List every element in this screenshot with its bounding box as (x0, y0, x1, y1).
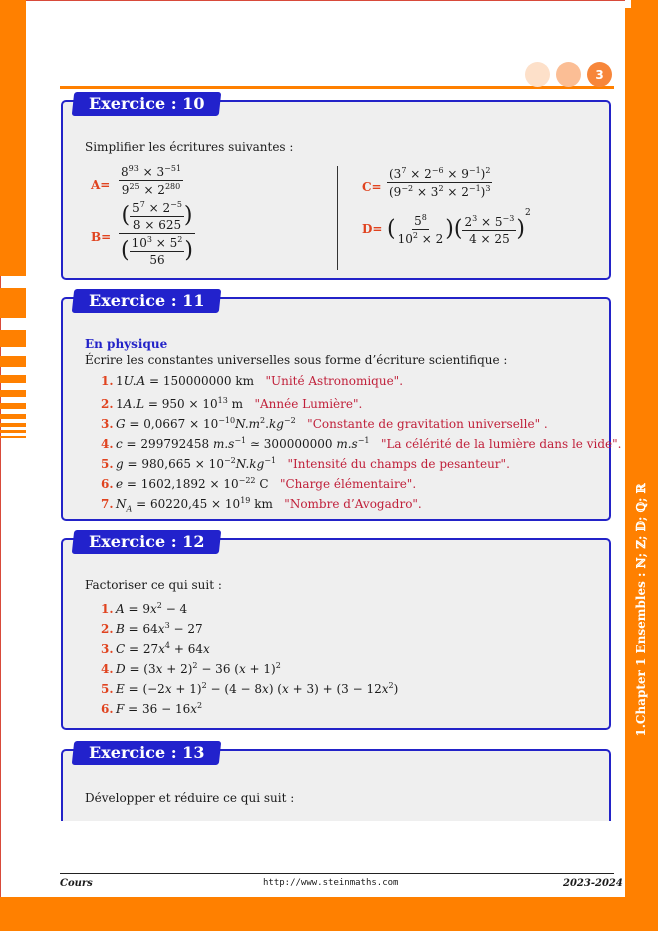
exercise-12-box (61, 532, 611, 730)
left-stripe (0, 414, 26, 419)
exercise-12-title: Exercice : 12 (72, 530, 222, 554)
list-item: 4. c = 299792458 $m.s^{-1}$ ≃ 300000000 $m.s^{-1}$ "La célérité de la lumière dans le vide". (101, 436, 622, 451)
list-item: 2. $1A.L = 950 \times 10^{13}$ m "Année Lumière". (101, 396, 363, 411)
column-divider (337, 166, 338, 270)
list-item: 5. $g = 980,665 \times 10^{-2}N.kg^{-1}$ "Intensité du champs de pesanteur". (101, 456, 510, 471)
left-stripe (0, 403, 26, 409)
footer-left: Cours (60, 878, 93, 889)
exercise-13-box (61, 743, 611, 821)
footer-year: 2023-2024 (563, 878, 623, 889)
list-item: 5. $E = (-2x + 1)^2 - (4 - 8x)$ $(x + 3) + (3 - 12x^2)$ (101, 681, 399, 696)
footer-url[interactable]: http://www.steinmaths.com (263, 878, 399, 888)
left-stripe (0, 390, 26, 397)
list-item: 6. $F = 36 - 16x^2$ (101, 701, 203, 716)
expression-b: ( $\frac{5^7 \times 2^{-5}}{8 \times 625}$ ) ( $\frac{10^3 \times 5^2}{56}$ ) (121, 200, 193, 267)
deco-circle (525, 62, 550, 87)
expression-c: $\frac{(3^7 \times 2^{-6} \times 9^{-1})^2}{(9^{-2} \times 3^2 \times 2^{-1})^3}$ (389, 166, 491, 199)
constants-list (101, 371, 622, 514)
list-item: 1. 1U.A = 150000000 km "Unité Astronomique". (101, 374, 404, 388)
exercise-11-heading: En physique (85, 337, 168, 351)
bottom-accent-bar (0, 897, 625, 931)
label-d: D= (362, 222, 383, 236)
bar-notch (625, 0, 631, 8)
exercise-12-intro: Factoriser ce qui suit : (85, 578, 222, 592)
deco-circle (556, 62, 581, 87)
label-c: C= (362, 180, 382, 194)
exercise-10-title: Exercice : 10 (72, 92, 222, 116)
header-rule (60, 86, 614, 89)
expression-d: ( $\frac{5^8}{10^2 \times 2}$ )( $\frac{2^3 \times 5^{-3}}{4 \times 25}$ )$^2$ (387, 208, 531, 246)
right-accent-bar (625, 0, 658, 931)
exercise-10-box (61, 94, 611, 280)
label-a: A= (91, 178, 111, 192)
exercise-11-title: Exercice : 11 (72, 289, 222, 313)
list-item: 1. $A = 9x^2 - 4$ (101, 601, 188, 616)
left-stripe (0, 375, 26, 383)
list-item: 6. $e = 1602,1892 \times 10^{-22}$ C "Charge élémentaire". (101, 476, 417, 491)
left-stripe (0, 423, 26, 427)
exercise-10-intro: Simplifier les écritures suivantes : (85, 140, 294, 154)
list-item: 2. $B = 64x^3 - 27$ (101, 621, 203, 636)
footer-rule (60, 873, 614, 874)
list-item: 3. $C = 27x^4 + 64x$ (101, 641, 210, 656)
exercise-11-intro: Écrire les constantes universelles sous forme d’écriture scientifique : (85, 353, 508, 367)
exercise-13-intro: Développer et réduire ce qui suit : (85, 791, 295, 805)
left-stripe (0, 330, 26, 347)
factor-list (101, 596, 398, 716)
exercise-13-title: Exercice : 13 (72, 741, 222, 765)
left-accent-bar (0, 0, 26, 276)
exercise-11-box (61, 291, 622, 521)
list-item: 3. $G = 0,0667 \times 10^{-10}N.m^2.kg^{-2}$ "Constante de gravitation universelle" . (101, 416, 548, 431)
chapter-side-label: 1.Chapter 1 Ensembles : ℕ; ℤ; 𝔻; ℚ; ℝ (634, 483, 648, 737)
left-stripe (0, 288, 26, 318)
expression-a: $\frac{8^{93} \times 3^{-51}}{9^{25} \times 2^{280}}$ (121, 164, 182, 197)
label-b: B= (91, 230, 112, 244)
left-stripe (0, 356, 26, 367)
list-item: 4. $D = (3x + 2)^2 - 36$ $(x + 1)^2$ (101, 661, 281, 676)
left-stripe (0, 430, 26, 433)
list-item: 7. $N_A = 60220,45 \times 10^{19}$ km "Nombre d’Avogadro". (101, 496, 422, 514)
left-stripe (0, 436, 26, 438)
page-number: 3 (587, 62, 612, 87)
